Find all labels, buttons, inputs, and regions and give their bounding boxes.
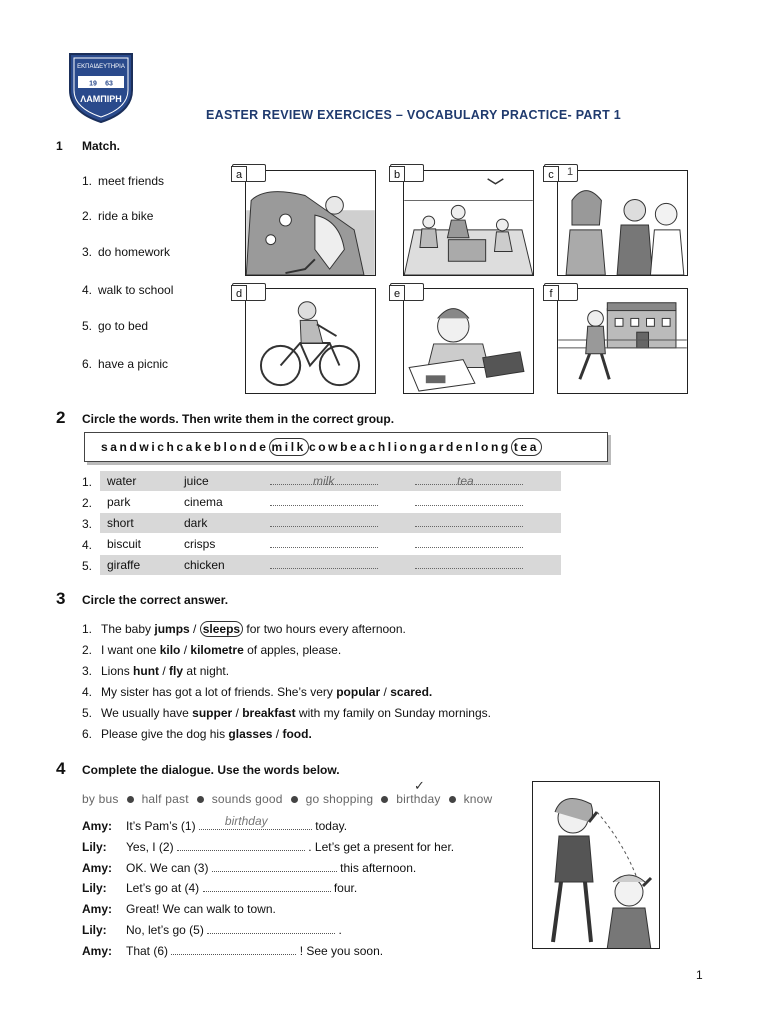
page-number: 1 [696,968,703,982]
word-bank-item: sounds good [211,792,283,806]
section-4-number: 4 [56,759,66,778]
group-row-number: 5. [82,559,93,573]
option-popular[interactable]: popular [336,685,381,699]
option-jumps[interactable]: jumps [154,622,190,636]
puzzle-letters-start: sandwichcakeblonde [101,440,269,454]
dialogue-blank-1[interactable]: birthday [199,820,312,830]
dialogue-blank-2[interactable] [177,841,305,851]
answer-blank-2[interactable] [415,547,523,548]
picture-f-school [557,288,688,394]
girls-on-phone-icon [533,782,660,949]
match-item-4: 4. walk to school [82,283,174,297]
group-row [100,471,561,491]
dialogue-blank-4[interactable] [203,882,331,892]
group-word-1: short [107,516,134,530]
section-2-heading: Circle the words. Then write them in the correct group. [82,412,395,426]
question-3-item-6: 6. Please give the dog his glasses / food. [82,727,312,741]
option-scared[interactable]: scared. [390,685,433,699]
bullet-icon [127,796,134,803]
puzzle-letters-middle: cowbeachliongardenlong [308,440,511,454]
section-3-number: 3 [56,589,66,608]
dialogue-blank-3[interactable] [212,862,337,872]
group-row [100,513,561,533]
speaker: Amy: [82,861,113,875]
question-3-item-5: 5. We usually have supper / breakfast with my family on Sunday mornings. [82,706,491,720]
group-row [100,555,561,575]
dialogue-line-2: Lily: Yes, I (2) . Let’s get a present for her. [82,840,455,854]
bullet-icon [381,796,388,803]
picture-d-label[interactable]: d [232,283,266,301]
group-word-2: juice [184,474,209,488]
puzzle-circled-word-milk[interactable]: milk [269,438,309,456]
match-item-6: 6. have a picnic [82,357,169,371]
match-item-5: 5. go to bed [82,319,149,333]
option-supper[interactable]: supper [192,706,233,720]
dialogue-line-5: Amy: Great! We can walk to town. [82,902,276,916]
logo-name: ΛΑΜΠΙΡΗ [80,94,122,104]
match-item-3: 3. do homework [82,245,171,259]
dialogue-line-7: Amy: That (6) ! See you soon. [82,944,384,958]
speaker: Amy: [82,944,113,958]
dialogue-line-3: Amy: OK. We can (3) this afternoon. [82,861,417,875]
group-word-2: dark [184,516,208,530]
group-word-1: biscuit [107,537,142,551]
option-hunt[interactable]: hunt [133,664,160,678]
answer-value-1: milk [313,474,335,488]
bullet-icon [291,796,298,803]
section-1-number: 1 [56,139,63,153]
section-1-heading: Match. [82,139,121,153]
match-item-2: 2. ride a bike [82,209,154,223]
answer-value-2: tea [457,474,474,488]
bullet-icon [449,796,456,803]
picture-b-picnic [403,170,534,276]
picture-e-homework [403,288,534,394]
group-word-1: giraffe [107,558,141,572]
group-row [100,492,561,512]
picture-a-go-to-bed [245,170,376,276]
group-word-2: chicken [184,558,225,572]
document-title: EASTER REVIEW EXERCICES – VOCABULARY PRACTICE- PART 1 [206,108,622,122]
dialogue-blank-6[interactable] [171,945,296,955]
homework-icon [404,289,533,393]
group-word-1: water [107,474,137,488]
picture-e-label[interactable]: e [390,283,424,301]
school-icon [558,289,687,393]
option-fly[interactable]: fly [169,664,184,678]
picture-f-label[interactable]: f [544,283,578,301]
question-3-item-4: 4. My sister has got a lot of friends. She’s very popular / scared. [82,685,433,699]
answer-blank-1[interactable] [270,547,378,548]
logo-top-text: ΕΚΠΑΙΔΕΥΤΗΡΙΑ [77,64,125,70]
word-search-puzzle [84,432,608,462]
dialogue-blank-5[interactable] [207,924,335,934]
word-bank-item: birthday [396,792,441,806]
school-logo [62,46,140,124]
check-mark-icon: ✓ [414,778,425,793]
bike-icon [246,289,375,393]
dialogue-line-6: Lily: No, let’s go (5) . [82,923,342,937]
option-glasses[interactable]: glasses [228,727,273,741]
answer-blank-1[interactable] [270,568,378,569]
group-row-number: 2. [82,496,93,510]
group-word-2: cinema [184,495,223,509]
section-3-heading: Circle the correct answer. [82,593,229,607]
answer-blank-2[interactable] [415,568,523,569]
logo-year-left: 19 [89,80,97,88]
word-bank-item: know [463,792,493,806]
word-bank-item: half past [141,792,189,806]
picnic-icon [404,171,533,275]
puzzle-circled-word-tea[interactable]: tea [511,438,542,456]
phone-call-illustration [532,781,660,949]
picture-c-label[interactable]: c 1 [544,164,578,182]
picture-c-answer: 1 [567,166,574,178]
option-food[interactable]: food. [282,727,312,741]
section-4-heading: Complete the dialogue. Use the words below. [82,763,340,777]
option-kilometre[interactable]: kilometre [190,643,244,657]
logo-year-right: 63 [105,80,113,88]
picture-b-label[interactable]: b [390,164,424,182]
question-3-item-1: 1. The baby jumps / sleeps for two hours every afternoon. [82,622,406,636]
option-breakfast[interactable]: breakfast [242,706,296,720]
question-3-item-2: 2. I want one kilo / kilometre of apples, please. [82,643,342,657]
dialogue-line-1: Amy: It’s Pam’s (1) birthday today. [82,814,348,833]
bullet-icon [197,796,204,803]
dialogue-line-4: Lily: Let’s go at (4) four. [82,881,358,895]
group-row-number: 4. [82,538,93,552]
friends-icon [558,171,687,275]
word-bank-item: by bus [82,792,119,806]
answer-blank-2[interactable] [415,526,523,527]
word-bank [82,792,492,806]
answer-blank-1[interactable] [270,505,378,506]
speaker: Lily: [82,923,107,937]
option-sleeps-circled[interactable]: sleeps [200,621,243,637]
picture-c-friends [557,170,688,276]
section-2-number: 2 [56,408,66,427]
picture-d-bike [245,288,376,394]
speaker: Lily: [82,840,107,854]
group-word-1: park [107,495,131,509]
group-word-2: crisps [184,537,216,551]
option-kilo[interactable]: kilo [159,643,181,657]
match-item-1: 1. meet friends [82,174,165,188]
group-row [100,534,561,554]
group-row-number: 1. [82,475,93,489]
speaker: Amy: [82,819,113,833]
speaker: Lily: [82,881,107,895]
answer-blank-1[interactable] [270,526,378,527]
go-to-bed-icon [246,171,375,275]
question-3-item-3: 3. Lions hunt / fly at night. [82,664,230,678]
answer-blank-2[interactable] [415,505,523,506]
group-row-number: 3. [82,517,93,531]
speaker: Amy: [82,902,113,916]
picture-a-label[interactable]: a [232,164,266,182]
word-bank-item: go shopping [305,792,374,806]
